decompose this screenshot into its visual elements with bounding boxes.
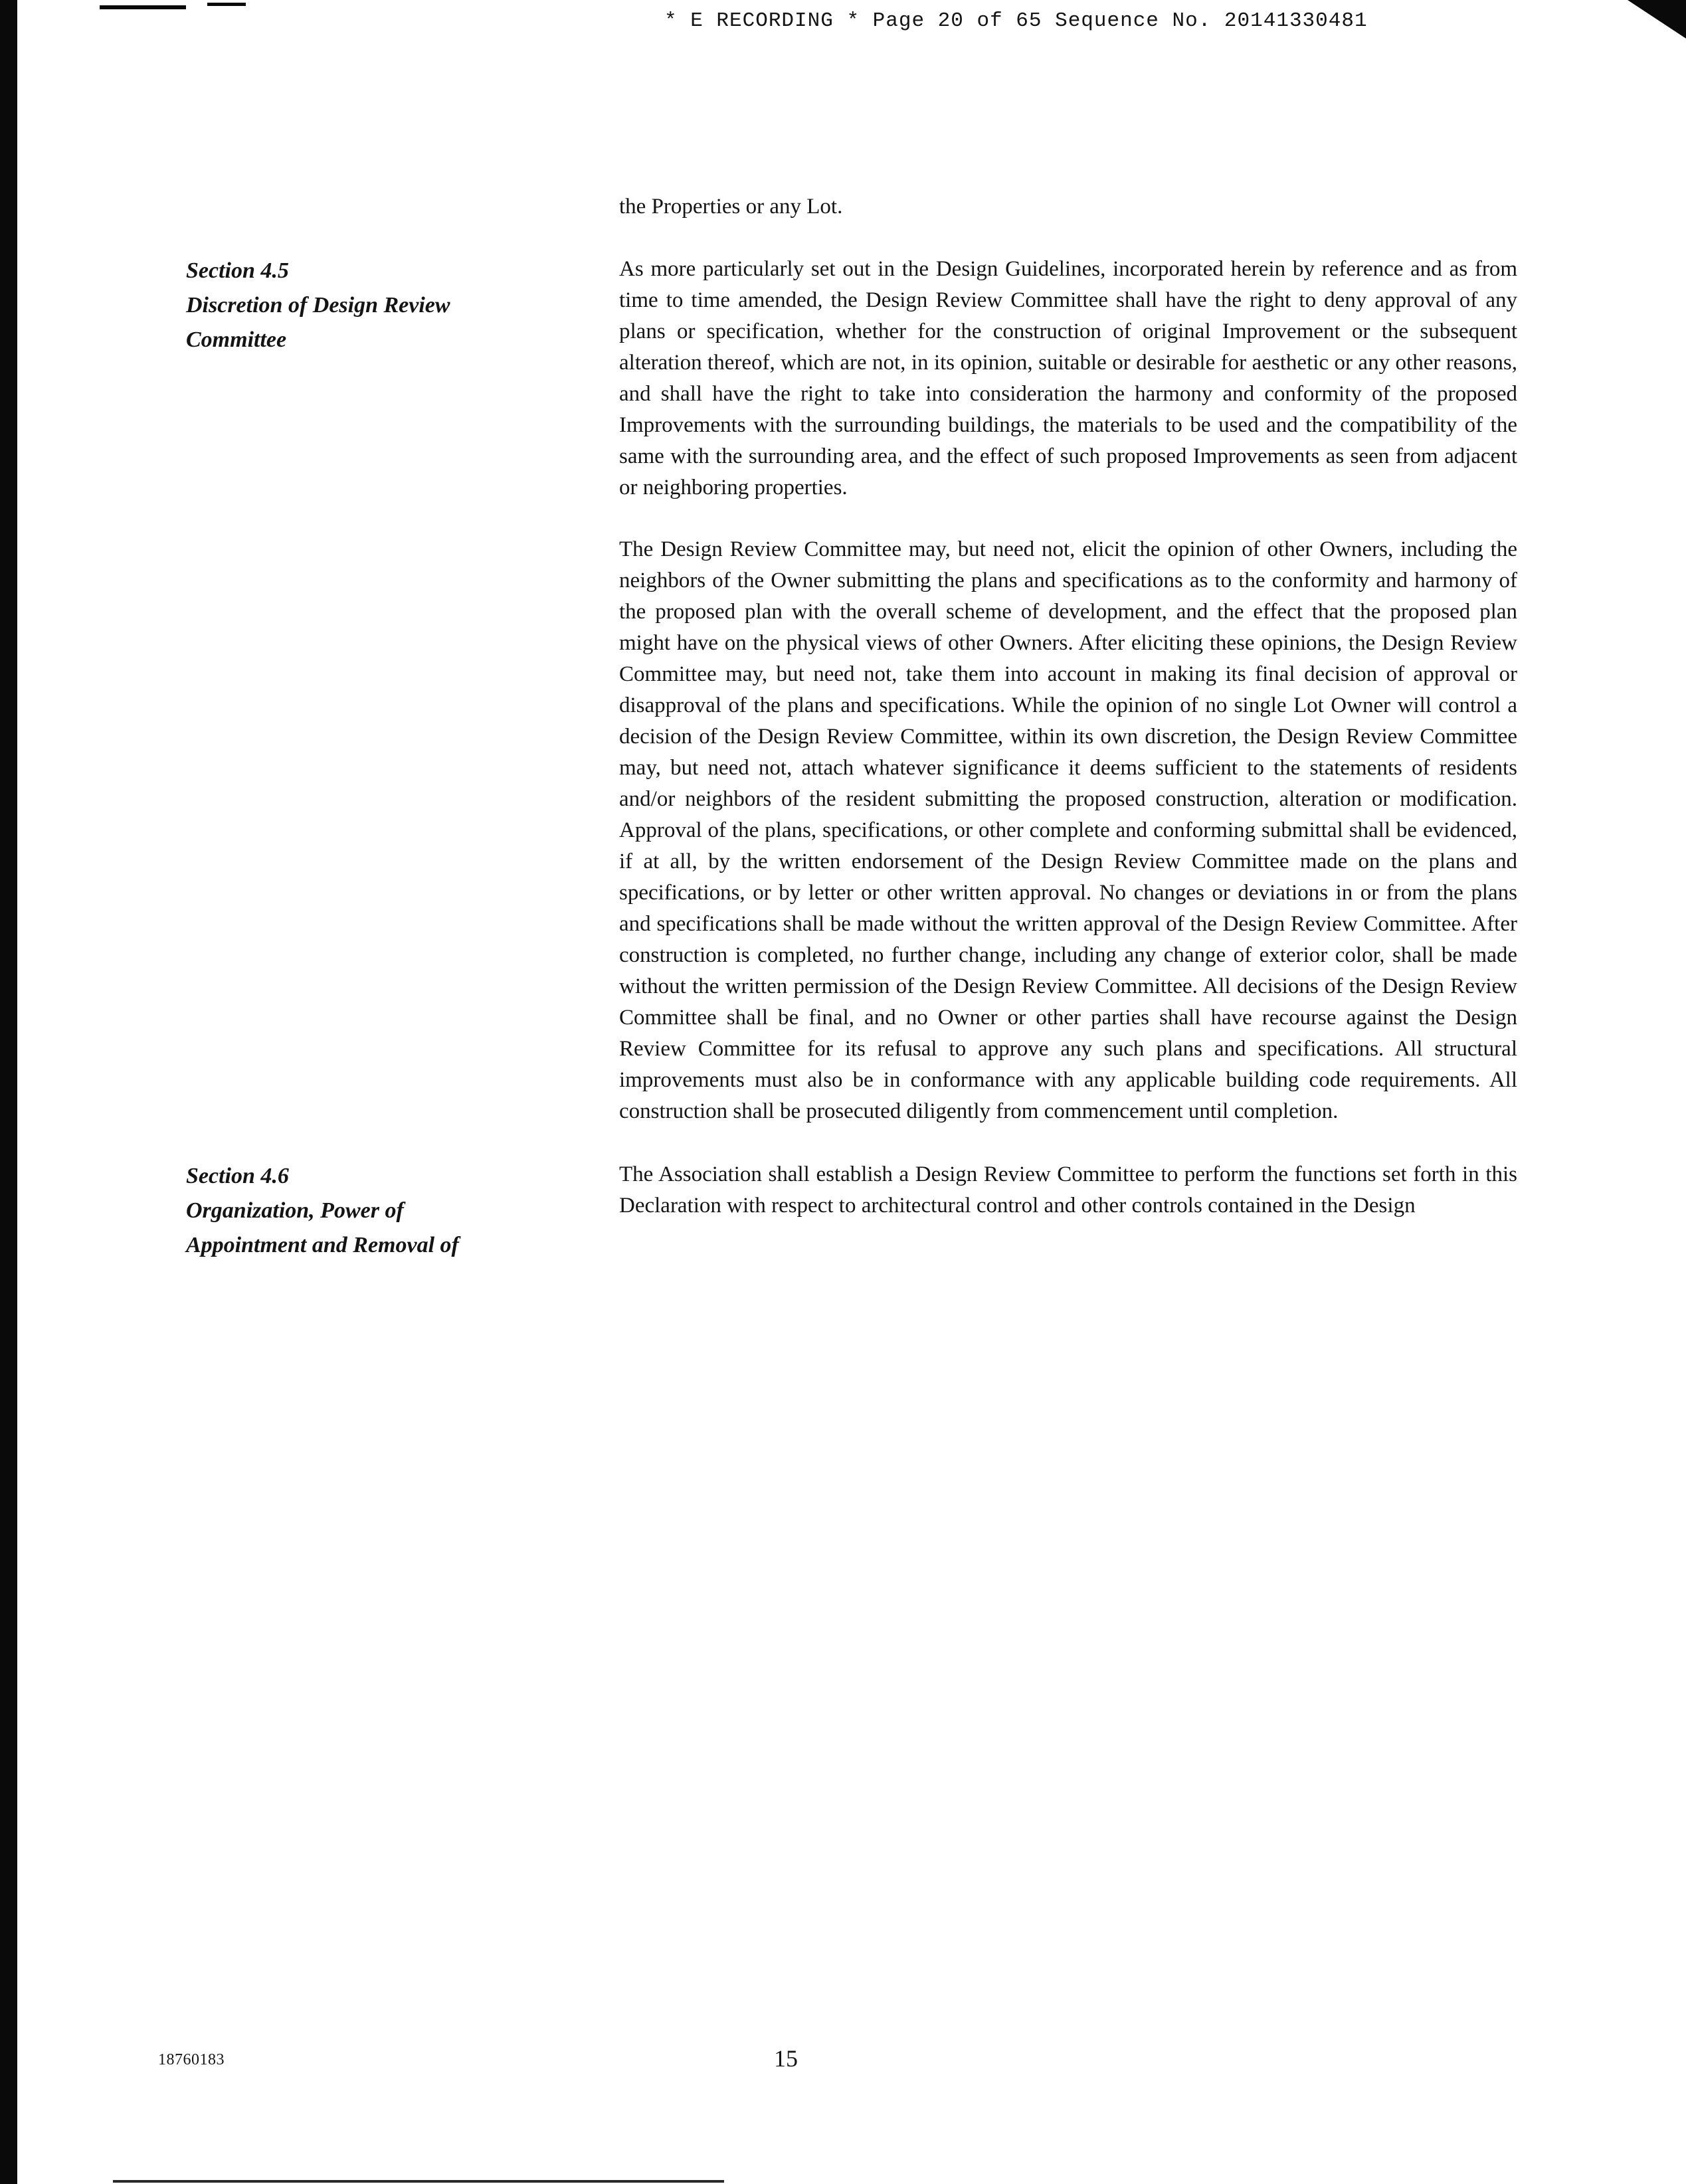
scan-edge-artifact-bottom — [113, 2180, 724, 2183]
scan-artifact-top-dash — [207, 3, 246, 6]
scan-corner-artifact — [1628, 0, 1686, 39]
section-4-6 — [186, 1159, 1517, 1263]
section-4-6-body — [619, 1159, 1517, 1263]
section-heading-line: Organization, Power of — [186, 1198, 404, 1223]
paragraph: The Design Review Committee may, but need not, elicit the opinion of other Owners, including the neighbors of the Owner submitting the plans and specifications as to the conformity and harmony of the proposed plan with the overall scheme of development, and the effect that the proposed plan might have on the physical views of other Owners. After eliciting these opinions, the Design Review Committee may, but need not, take them into account in making its final decision of approval or disapproval of the plans and specifications. While the opinion of no single Lot Owner will control a decision of the Design Review Committee, within its own discretion, the Design Review Committee may, but need not, attach whatever significance it deems sufficient to the statements of residents and/or neighbors of the resident submitting the proposed construction, alteration or modification. Approval of the plans, specifications, or other complete and conforming submittal shall be evidenced, if at all, by the written endorsement of the Design Review Committee made on the plans and specifications, or by letter or other written approval. No changes or deviations in or from the plans and specifications shall be made without the written approval of the Design Review Committee. After construction is completed, no further change, including any change of exterior color, shall be made without the written permission of the Design Review Committee. All decisions of the Design Review Committee shall be final, and no Owner or other parties shall have recourse against the Design Review Committee for its refusal to approve any such plans and specifications. All structural improvements must also be in conformance with any applicable building code requirements. All construction shall be prosecuted diligently from commencement until completion. — [619, 537, 1517, 1123]
scan-edge-artifact-left — [0, 0, 17, 2184]
section-heading-line: Appointment and Removal of — [186, 1233, 459, 1257]
scan-artifact-top-dash — [100, 5, 186, 9]
section-4-5 — [186, 254, 1517, 1127]
paragraph: The Association shall establish a Design Review Committee to perform the functions set forth in this Declaration with respect to architectural control and other controls contained in the Design — [619, 1162, 1517, 1218]
section-heading-line: Committee — [186, 327, 287, 352]
section-4-6-heading — [186, 1159, 619, 1263]
footer-document-number: 18760183 — [158, 2051, 225, 2068]
section-4-5-body — [619, 254, 1517, 1127]
section-heading-line: Section 4.6 — [186, 1164, 289, 1188]
e-recording-header: * E RECORDING * Page 20 of 65 Sequence No. 20141330481 — [664, 9, 1368, 33]
paragraph: As more particularly set out in the Design Guidelines, incorporated herein by reference and as from time to time amended, the Design Review Committee shall have the right to deny approval of any plans or specification, whether for the construction of original Improvement or the subsequent alteration thereof, which are not, in its opinion, suitable or desirable for aesthetic or any other reasons, and shall have the right to take into consideration the harmony and conformity of the proposed Improvements with the surrounding buildings, the materials to be used and the compatibility of the same with the surrounding area, and the effect of such proposed Improvements as seen from adjacent or neighboring properties. — [619, 257, 1517, 500]
document-body — [186, 191, 1517, 1263]
section-heading-line: Discretion of Design Review — [186, 293, 450, 318]
footer-page-number: 15 — [774, 2045, 798, 2072]
section-4-5-heading — [186, 254, 619, 1127]
carryover-text-line: the Properties or any Lot. — [619, 195, 843, 219]
section-heading-line: Section 4.5 — [186, 258, 289, 283]
